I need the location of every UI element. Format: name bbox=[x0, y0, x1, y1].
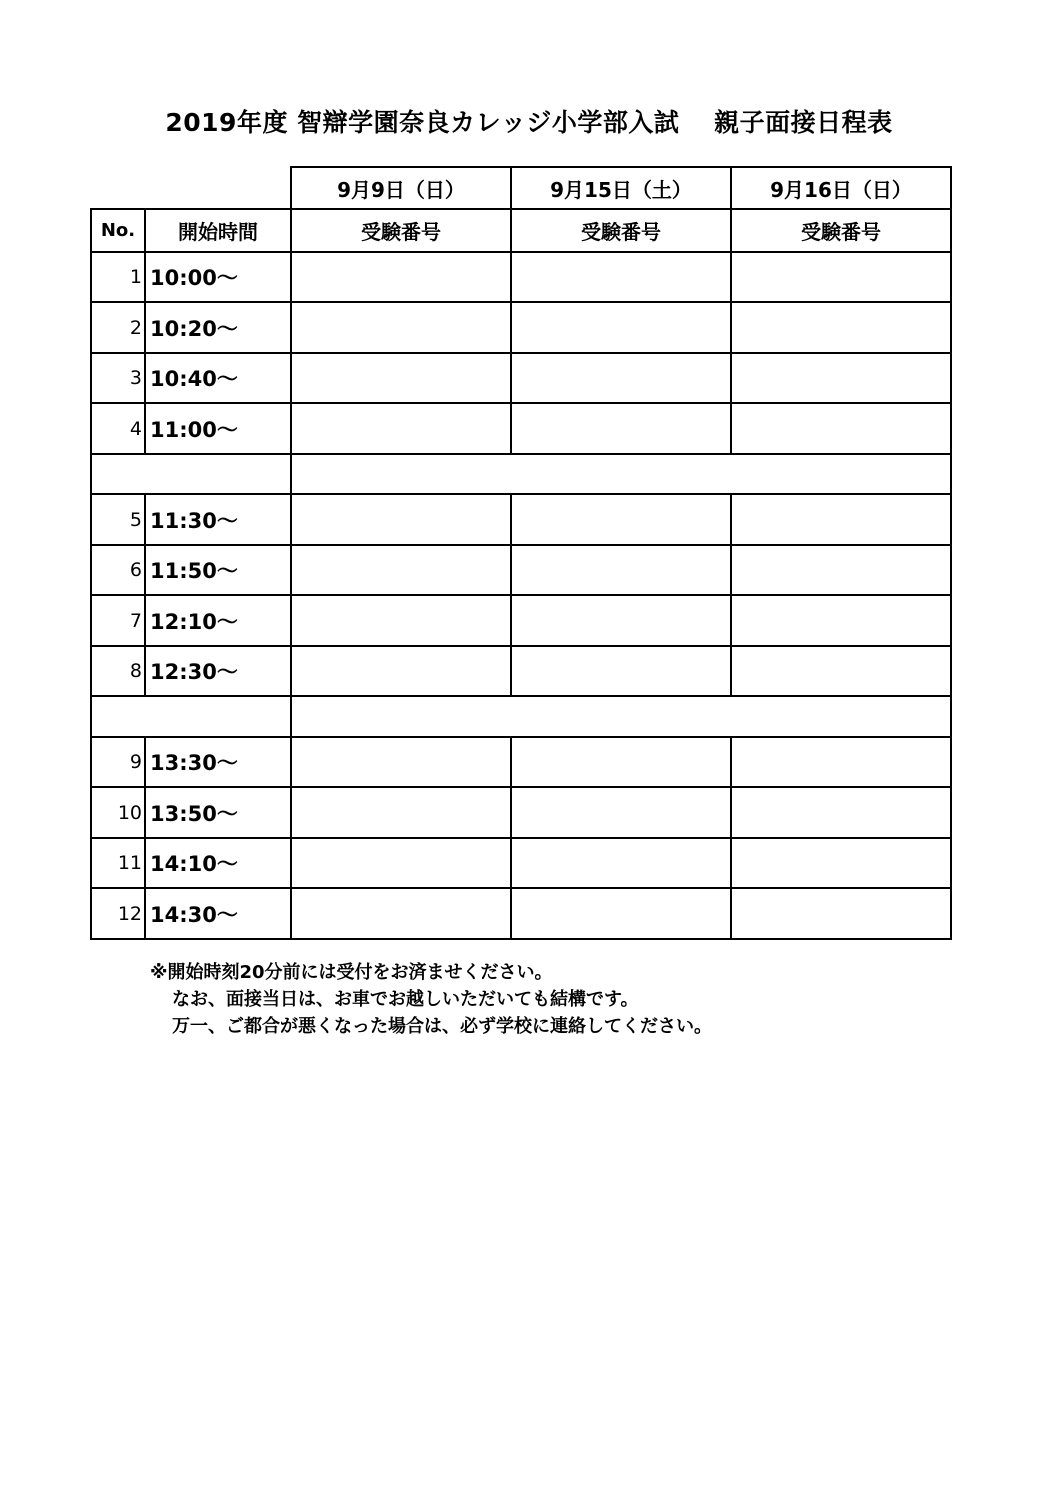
exam-number-cell[interactable] bbox=[291, 494, 511, 545]
exam-number-cell[interactable] bbox=[511, 403, 731, 454]
date-header: 9月9日（日） bbox=[291, 167, 511, 209]
break-row bbox=[91, 696, 951, 737]
col-header-exam-number: 受験番号 bbox=[731, 209, 951, 252]
table-row bbox=[91, 353, 951, 403]
exam-number-cell[interactable] bbox=[511, 353, 731, 403]
exam-number-cell[interactable] bbox=[731, 595, 951, 646]
slot-time: 10:00～ bbox=[145, 252, 291, 302]
table-row bbox=[91, 838, 951, 888]
slot-number: 4 bbox=[91, 403, 145, 454]
column-header-row bbox=[91, 209, 951, 252]
slot-number: 11 bbox=[91, 838, 145, 888]
slot-number: 9 bbox=[91, 737, 145, 787]
col-header-no: No. bbox=[91, 209, 145, 252]
exam-number-cell[interactable] bbox=[511, 494, 731, 545]
date-header: 9月16日（日） bbox=[731, 167, 951, 209]
exam-number-cell[interactable] bbox=[511, 545, 731, 595]
slot-time: 10:40～ bbox=[145, 353, 291, 403]
slot-number: 10 bbox=[91, 787, 145, 838]
break-row bbox=[91, 454, 951, 494]
exam-number-cell[interactable] bbox=[291, 595, 511, 646]
table-row bbox=[91, 595, 951, 646]
table-row bbox=[91, 403, 951, 454]
col-header-exam-number: 受験番号 bbox=[291, 209, 511, 252]
exam-number-cell[interactable] bbox=[511, 737, 731, 787]
exam-number-cell[interactable] bbox=[511, 252, 731, 302]
exam-number-cell[interactable] bbox=[731, 353, 951, 403]
slot-number: 1 bbox=[91, 252, 145, 302]
exam-number-cell[interactable] bbox=[731, 646, 951, 696]
exam-number-cell[interactable] bbox=[511, 888, 731, 939]
slot-number: 7 bbox=[91, 595, 145, 646]
slot-number: 5 bbox=[91, 494, 145, 545]
col-header-time: 開始時間 bbox=[145, 209, 291, 252]
slot-time: 14:30～ bbox=[145, 888, 291, 939]
page-title: 2019年度 智辯学園奈良カレッジ小学部入試 親子面接日程表 bbox=[165, 108, 893, 137]
table-row bbox=[91, 302, 951, 353]
slot-time: 14:10～ bbox=[145, 838, 291, 888]
date-header: 9月15日（土） bbox=[511, 167, 731, 209]
exam-number-cell[interactable] bbox=[731, 252, 951, 302]
slot-time: 12:30～ bbox=[145, 646, 291, 696]
schedule-table bbox=[90, 166, 952, 940]
slot-number: 6 bbox=[91, 545, 145, 595]
exam-number-cell[interactable] bbox=[731, 302, 951, 353]
exam-number-cell[interactable] bbox=[291, 403, 511, 454]
table-row bbox=[91, 787, 951, 838]
exam-number-cell[interactable] bbox=[731, 838, 951, 888]
exam-number-cell[interactable] bbox=[731, 888, 951, 939]
slot-number: 8 bbox=[91, 646, 145, 696]
exam-number-cell[interactable] bbox=[511, 595, 731, 646]
exam-number-cell[interactable] bbox=[511, 838, 731, 888]
note-line: 万一、ご都合が悪くなった場合は、必ず学校に連絡してください。 bbox=[172, 1016, 712, 1037]
slot-time: 12:10～ bbox=[145, 595, 291, 646]
exam-number-cell[interactable] bbox=[511, 646, 731, 696]
exam-number-cell[interactable] bbox=[731, 737, 951, 787]
exam-number-cell[interactable] bbox=[731, 545, 951, 595]
break-label-cell bbox=[91, 454, 291, 494]
slot-number: 3 bbox=[91, 353, 145, 403]
exam-number-cell[interactable] bbox=[291, 353, 511, 403]
note-line: ※開始時刻20分前には受付をお済ませください。 bbox=[150, 962, 553, 983]
exam-number-cell[interactable] bbox=[291, 737, 511, 787]
slot-time: 13:30～ bbox=[145, 737, 291, 787]
exam-number-cell[interactable] bbox=[291, 888, 511, 939]
slot-time: 11:00～ bbox=[145, 403, 291, 454]
slot-time: 10:20～ bbox=[145, 302, 291, 353]
exam-number-cell[interactable] bbox=[291, 302, 511, 353]
blank-corner bbox=[91, 167, 291, 209]
exam-number-cell[interactable] bbox=[731, 403, 951, 454]
slot-time: 11:50～ bbox=[145, 545, 291, 595]
exam-number-cell[interactable] bbox=[511, 302, 731, 353]
slot-number: 2 bbox=[91, 302, 145, 353]
exam-number-cell[interactable] bbox=[511, 787, 731, 838]
table-row bbox=[91, 494, 951, 545]
exam-number-cell[interactable] bbox=[731, 787, 951, 838]
slot-number: 12 bbox=[91, 888, 145, 939]
slot-time: 13:50～ bbox=[145, 787, 291, 838]
col-header-exam-number: 受験番号 bbox=[511, 209, 731, 252]
exam-number-cell[interactable] bbox=[291, 838, 511, 888]
table-row bbox=[91, 737, 951, 787]
notes bbox=[150, 959, 712, 1040]
break-span-cell bbox=[291, 696, 951, 737]
exam-number-cell[interactable] bbox=[731, 494, 951, 545]
table-row bbox=[91, 646, 951, 696]
break-span-cell bbox=[291, 454, 951, 494]
date-header-row bbox=[91, 167, 951, 209]
table-row bbox=[91, 252, 951, 302]
exam-number-cell[interactable] bbox=[291, 545, 511, 595]
exam-number-cell[interactable] bbox=[291, 646, 511, 696]
table-row bbox=[91, 545, 951, 595]
break-label-cell bbox=[91, 696, 291, 737]
exam-number-cell[interactable] bbox=[291, 252, 511, 302]
slot-time: 11:30～ bbox=[145, 494, 291, 545]
note-line: なお、面接当日は、お車でお越しいただいても結構です。 bbox=[172, 989, 639, 1010]
table-row bbox=[91, 888, 951, 939]
exam-number-cell[interactable] bbox=[291, 787, 511, 838]
